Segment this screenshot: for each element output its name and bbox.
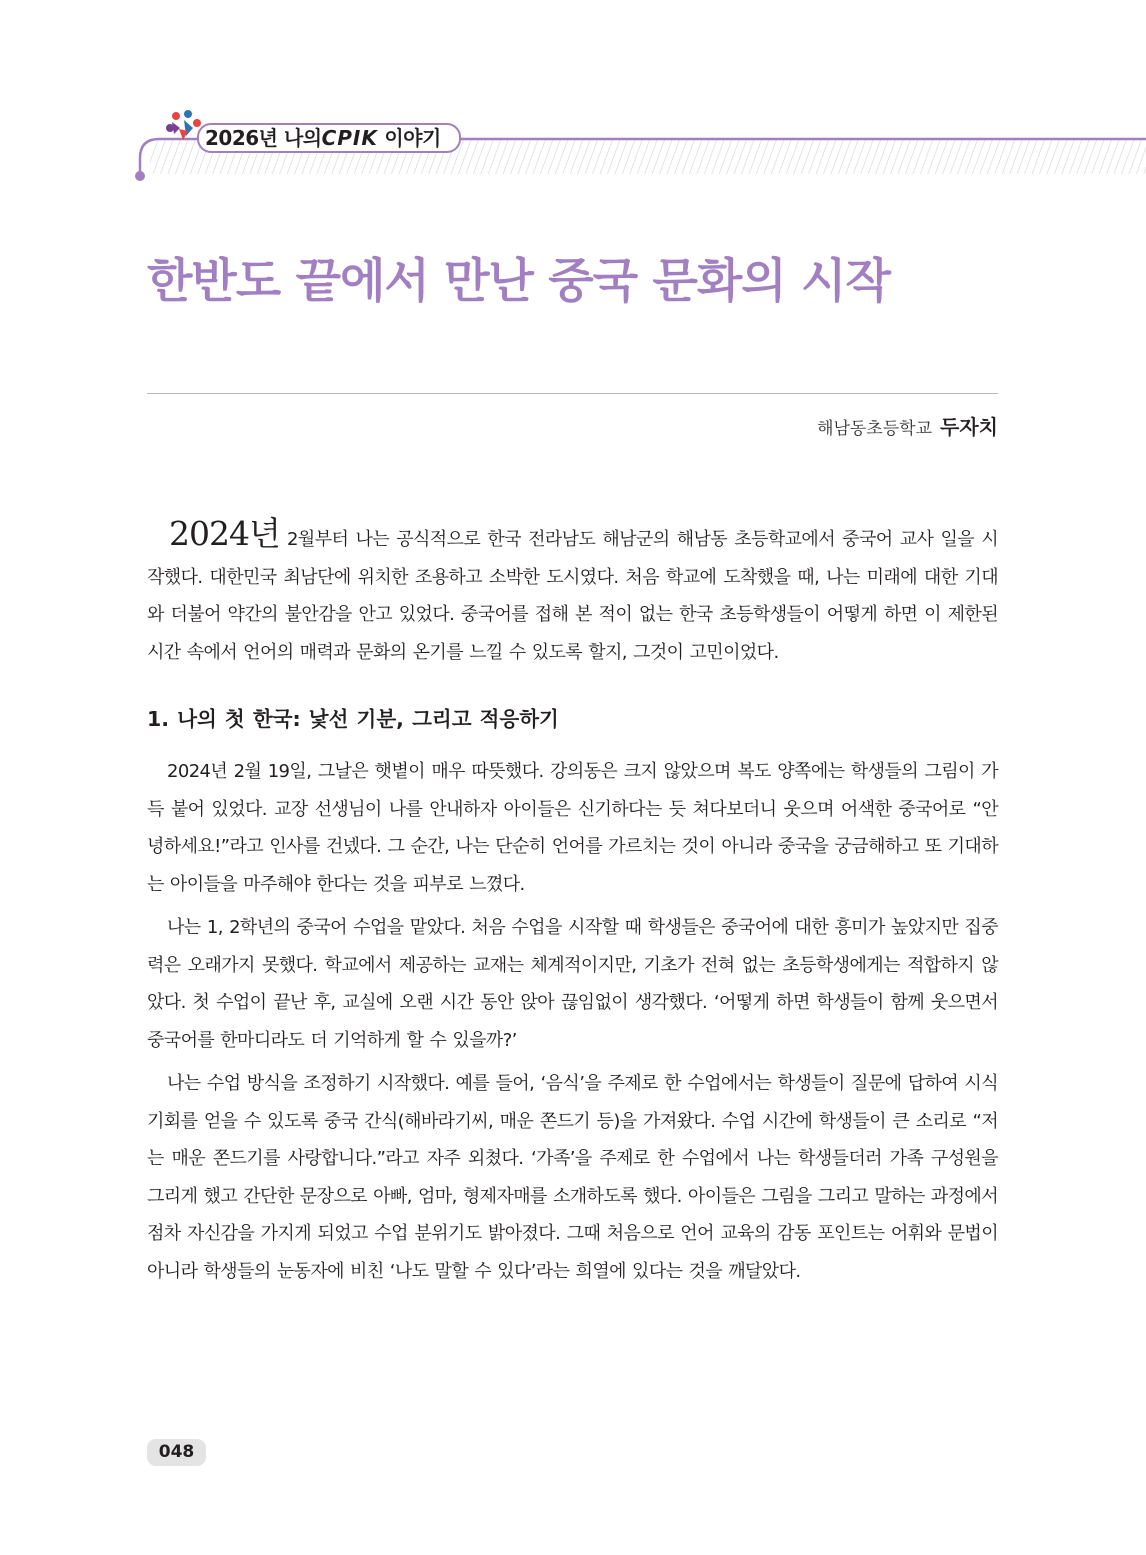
intro-text: 2월부터 나는 공식적으로 한국 전라남도 해남군의 해남동 초등학교에서 중국어 교사 일을 시작했다. 대한민국 최남단에 위치한 조용하고 소박한 도시였다. 처음 학교에 도착했을 때, 나는 미래에 대한 기대와 더불어 약간의 불안감을 안고 있었다. 중국어를 접해 본 적이 없는 한국 초등학생들이 어떻게 하면 이 제한된 시간 속에서 언어의 매력과 문화의 온기를 느낄 수 있도록 할지, 그것이 고민이었다.	[147, 529, 998, 663]
page-header	[0, 0, 1146, 200]
body-paragraph: 2024년 2월 19일, 그날은 햇볕이 매우 따뜻했다. 강의동은 크지 않았으며 복도 양쪽에는 학생들의 그림이 가득 붙어 있었다. 교장 선생님이 나를 안내하자 아이들은 신기하다는 듯 쳐다보더니 웃으며 어색한 중국어로 “안녕하세요!”라고 인사를 건넸다. 그 순간, 나는 단순히 언어를 가르치는 것이 아니라 중국을 궁금해하고 또 기대하는 아이들을 마주해야 한다는 것을 피부로 느꼈다.	[147, 761, 998, 895]
article-body	[147, 515, 998, 1290]
bracket-dot	[135, 171, 145, 181]
section-heading: 1. 나의 첫 한국: 낯선 기분, 그리고 적응하기	[147, 707, 559, 731]
page-number: 048	[147, 1439, 206, 1466]
article-title: 한반도 끝에서 만난 중국 문화의 시작	[147, 254, 890, 309]
author-school: 해남동초등학교	[817, 419, 933, 439]
body-paragraph: 나는 수업 방식을 조정하기 시작했다. 예를 들어, ‘음식’을 주제로 한 수업에서는 학생들이 질문에 답하여 시식 기회를 얻을 수 있도록 중국 간식(해바라기씨, 매운 쫀드기 등)을 가져왔다. 수업 시간에 학생들이 큰 소리로 “저는 매운 쫀드기를 사랑합니다.”라고 자주 외쳤다. ‘가족’을 주제로 한 수업에서 나는 학생들더러 가족 구성원을 그리게 했고 간단한 문장으로 아빠, 엄마, 형제자매를 소개하도록 했다. 아이들은 그림을 그리고 말하는 과정에서 점차 자신감을 가지게 되었고 수업 분위기도 밝아졌다. 그때 처음으로 언어 교육의 감동 포인트는 어휘와 문법이 아니라 학생들의 눈동자에 비친 ‘나도 말할 수 있다’라는 희열에 있다는 것을 깨달았다.	[147, 1073, 998, 1282]
intro-year: 2024년	[169, 514, 280, 553]
cpik-logo-icon	[166, 110, 201, 140]
title-divider	[147, 393, 998, 394]
body-paragraph: 나는 1, 2학년의 중국어 수업을 맡았다. 처음 수업을 시작할 때 학생들은 중국어에 대한 흥미가 높았지만 집중력은 오래가지 못했다. 학교에서 제공하는 교재는 체계적이지만, 기초가 전혀 없는 초등학생에게는 적합하지 않았다. 첫 수업이 끝난 후, 교실에 오랜 시간 동안 앉아 끊임없이 생각했다. ‘어떻게 하면 학생들이 함께 웃으면서 중국어를 한마디라도 더 기억하게 할 수 있을까?’	[147, 917, 998, 1051]
byline	[817, 411, 998, 440]
header-decoration	[0, 0, 1146, 200]
series-label-brand: CPIK	[321, 126, 378, 150]
series-label-suffix: 이야기	[384, 126, 441, 150]
author-name: 두자치	[940, 415, 998, 439]
series-label	[205, 123, 441, 153]
series-label-prefix: 2026년 나의	[205, 126, 322, 150]
intro-paragraph	[147, 515, 998, 671]
